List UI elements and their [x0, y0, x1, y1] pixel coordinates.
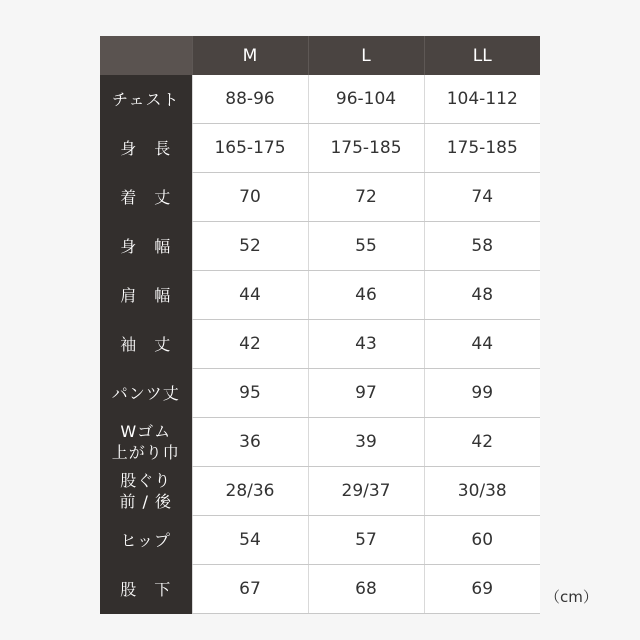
cell-value: 44 [192, 271, 308, 320]
header-corner-cell [100, 36, 192, 75]
row-label: パンツ丈 [100, 369, 192, 418]
cell-value: 58 [424, 222, 540, 271]
row-label [100, 418, 192, 467]
cell-value: 52 [192, 222, 308, 271]
cell-value: 99 [424, 369, 540, 418]
cell-value: 69 [424, 565, 540, 614]
row-label-line1: Wゴム [120, 422, 172, 441]
row-label-line1: 股ぐり [120, 471, 172, 490]
header-row [100, 36, 540, 75]
cell-value: 104-112 [424, 75, 540, 124]
unit-label: （cm） [545, 588, 598, 606]
table-row [100, 516, 540, 565]
cell-value: 55 [308, 222, 424, 271]
cell-value: 36 [192, 418, 308, 467]
cell-value: 44 [424, 320, 540, 369]
row-label [100, 467, 192, 516]
cell-value: 68 [308, 565, 424, 614]
column-header-ll: LL [424, 36, 540, 75]
column-header-l: L [308, 36, 424, 75]
table-row [100, 369, 540, 418]
row-label: 袖 丈 [100, 320, 192, 369]
cell-value: 39 [308, 418, 424, 467]
cell-value: 28/36 [192, 467, 308, 516]
row-label: 股 下 [100, 565, 192, 614]
cell-value: 70 [192, 173, 308, 222]
cell-value: 29/37 [308, 467, 424, 516]
cell-value: 48 [424, 271, 540, 320]
cell-value: 42 [192, 320, 308, 369]
row-label-line2: 前 / 後 [119, 492, 173, 511]
table-row [100, 418, 540, 467]
cell-value: 72 [308, 173, 424, 222]
cell-value: 175-185 [424, 124, 540, 173]
cell-value: 42 [424, 418, 540, 467]
cell-value: 165-175 [192, 124, 308, 173]
row-label: チェスト [100, 75, 192, 124]
table-row [100, 173, 540, 222]
cell-value: 46 [308, 271, 424, 320]
cell-value: 30/38 [424, 467, 540, 516]
cell-value: 60 [424, 516, 540, 565]
table-row [100, 124, 540, 173]
cell-value: 57 [308, 516, 424, 565]
cell-value: 97 [308, 369, 424, 418]
cell-value: 54 [192, 516, 308, 565]
row-label: 身 長 [100, 124, 192, 173]
cell-value: 67 [192, 565, 308, 614]
size-chart-table [100, 36, 540, 614]
column-header-m: M [192, 36, 308, 75]
row-label: 肩 幅 [100, 271, 192, 320]
row-label: 着 丈 [100, 173, 192, 222]
cell-value: 88-96 [192, 75, 308, 124]
cell-value: 74 [424, 173, 540, 222]
cell-value: 95 [192, 369, 308, 418]
table-row [100, 271, 540, 320]
table-row [100, 320, 540, 369]
row-label: 身 幅 [100, 222, 192, 271]
cell-value: 43 [308, 320, 424, 369]
row-label-line2: 上がり巾 [111, 443, 180, 462]
cell-value: 96-104 [308, 75, 424, 124]
table-row [100, 75, 540, 124]
table-row [100, 222, 540, 271]
row-label: ヒップ [100, 516, 192, 565]
cell-value: 175-185 [308, 124, 424, 173]
table-row [100, 565, 540, 614]
table-row [100, 467, 540, 516]
